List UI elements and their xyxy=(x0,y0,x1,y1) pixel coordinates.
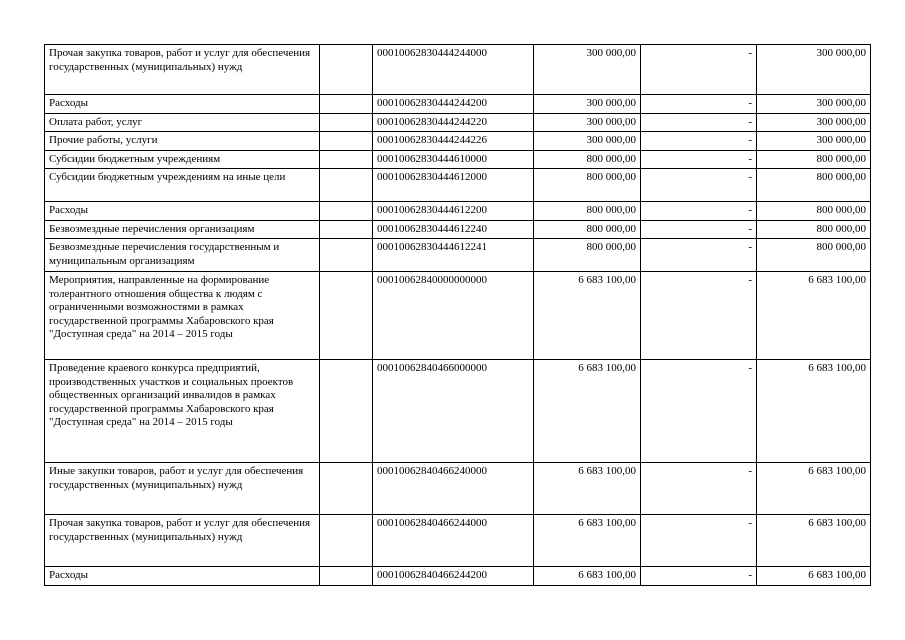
row-plan-cell: 6 683 100,00 xyxy=(534,360,641,463)
row-code-cell: 00010062830444244200 xyxy=(373,95,534,114)
row-blank-cell xyxy=(320,45,373,95)
row-blank-cell xyxy=(320,169,373,202)
row-code-cell: 00010062840000000000 xyxy=(373,272,534,360)
row-name-cell: Безвозмездные перечисления государственным и муниципальным организациям xyxy=(45,239,320,272)
row-rest-cell: 800 000,00 xyxy=(757,150,871,169)
row-rest-cell: 300 000,00 xyxy=(757,95,871,114)
row-exec-cell: - xyxy=(641,132,757,151)
row-code-cell: 00010062840466240000 xyxy=(373,463,534,515)
row-plan-cell: 6 683 100,00 xyxy=(534,272,641,360)
table-row xyxy=(45,220,871,239)
row-name-cell: Расходы xyxy=(45,202,320,221)
row-code-cell: 00010062830444612200 xyxy=(373,202,534,221)
row-name-cell: Оплата работ, услуг xyxy=(45,113,320,132)
row-exec-cell: - xyxy=(641,220,757,239)
row-name-cell: Иные закупки товаров, работ и услуг для обеспечения государственных (муниципальных) нужд xyxy=(45,463,320,515)
row-plan-cell: 6 683 100,00 xyxy=(534,567,641,586)
row-exec-cell: - xyxy=(641,239,757,272)
row-code-cell: 00010062830444612240 xyxy=(373,220,534,239)
budget-table-body xyxy=(45,45,871,586)
row-exec-cell: - xyxy=(641,45,757,95)
row-code-cell: 00010062840466244000 xyxy=(373,515,534,567)
row-exec-cell: - xyxy=(641,202,757,221)
table-row xyxy=(45,169,871,202)
row-blank-cell xyxy=(320,567,373,586)
row-rest-cell: 6 683 100,00 xyxy=(757,360,871,463)
row-rest-cell: 800 000,00 xyxy=(757,202,871,221)
row-name-cell: Субсидии бюджетным учреждениям на иные цели xyxy=(45,169,320,202)
row-exec-cell: - xyxy=(641,360,757,463)
row-blank-cell xyxy=(320,132,373,151)
table-row xyxy=(45,45,871,95)
row-rest-cell: 800 000,00 xyxy=(757,220,871,239)
row-plan-cell: 6 683 100,00 xyxy=(534,463,641,515)
table-row xyxy=(45,567,871,586)
row-name-cell: Прочая закупка товаров, работ и услуг для обеспечения государственных (муниципальных) нужд xyxy=(45,515,320,567)
row-exec-cell: - xyxy=(641,272,757,360)
row-blank-cell xyxy=(320,220,373,239)
row-blank-cell xyxy=(320,239,373,272)
row-exec-cell: - xyxy=(641,95,757,114)
row-exec-cell: - xyxy=(641,567,757,586)
table-row xyxy=(45,360,871,463)
row-blank-cell xyxy=(320,113,373,132)
row-name-cell: Мероприятия, направленные на формирование толерантного отношения общества к людям с ограниченными возможностями в рамках государственной программы Хабаровского края "Доступная среда" на 2014 – 2015 годы xyxy=(45,272,320,360)
row-rest-cell: 800 000,00 xyxy=(757,169,871,202)
row-blank-cell xyxy=(320,202,373,221)
row-blank-cell xyxy=(320,463,373,515)
table-row xyxy=(45,515,871,567)
row-plan-cell: 800 000,00 xyxy=(534,202,641,221)
row-plan-cell: 800 000,00 xyxy=(534,239,641,272)
row-plan-cell: 300 000,00 xyxy=(534,95,641,114)
row-rest-cell: 300 000,00 xyxy=(757,113,871,132)
budget-table xyxy=(44,44,871,586)
row-plan-cell: 300 000,00 xyxy=(534,132,641,151)
row-exec-cell: - xyxy=(641,169,757,202)
row-name-cell: Проведение краевого конкурса предприятий, производственных участков и социальных проектов общественных организаций инвалидов в рамках государственной программы Хабаровского края "Доступная среда" на 2014 – 2015 годы xyxy=(45,360,320,463)
row-name-cell: Расходы xyxy=(45,567,320,586)
row-name-cell: Прочие работы, услуги xyxy=(45,132,320,151)
table-row xyxy=(45,272,871,360)
row-code-cell: 00010062830444610000 xyxy=(373,150,534,169)
row-plan-cell: 800 000,00 xyxy=(534,220,641,239)
row-code-cell: 00010062830444612000 xyxy=(373,169,534,202)
row-plan-cell: 800 000,00 xyxy=(534,150,641,169)
row-plan-cell: 800 000,00 xyxy=(534,169,641,202)
row-code-cell: 00010062830444612241 xyxy=(373,239,534,272)
row-plan-cell: 300 000,00 xyxy=(534,113,641,132)
row-rest-cell: 300 000,00 xyxy=(757,132,871,151)
row-rest-cell: 6 683 100,00 xyxy=(757,515,871,567)
row-code-cell: 00010062840466244200 xyxy=(373,567,534,586)
row-name-cell: Безвозмездные перечисления организациям xyxy=(45,220,320,239)
row-name-cell: Прочая закупка товаров, работ и услуг для обеспечения государственных (муниципальных) нужд xyxy=(45,45,320,95)
row-code-cell: 00010062830444244220 xyxy=(373,113,534,132)
row-code-cell: 00010062830444244226 xyxy=(373,132,534,151)
row-rest-cell: 6 683 100,00 xyxy=(757,567,871,586)
row-rest-cell: 800 000,00 xyxy=(757,239,871,272)
table-row xyxy=(45,463,871,515)
row-exec-cell: - xyxy=(641,515,757,567)
row-code-cell: 00010062830444244000 xyxy=(373,45,534,95)
row-name-cell: Субсидии бюджетным учреждениям xyxy=(45,150,320,169)
table-row xyxy=(45,150,871,169)
row-blank-cell xyxy=(320,95,373,114)
row-name-cell: Расходы xyxy=(45,95,320,114)
row-exec-cell: - xyxy=(641,150,757,169)
row-blank-cell xyxy=(320,150,373,169)
row-plan-cell: 300 000,00 xyxy=(534,45,641,95)
row-rest-cell: 6 683 100,00 xyxy=(757,463,871,515)
table-row xyxy=(45,202,871,221)
row-exec-cell: - xyxy=(641,463,757,515)
table-row xyxy=(45,132,871,151)
row-rest-cell: 300 000,00 xyxy=(757,45,871,95)
row-code-cell: 00010062840466000000 xyxy=(373,360,534,463)
row-blank-cell xyxy=(320,360,373,463)
row-exec-cell: - xyxy=(641,113,757,132)
row-plan-cell: 6 683 100,00 xyxy=(534,515,641,567)
table-row xyxy=(45,239,871,272)
table-row xyxy=(45,113,871,132)
row-blank-cell xyxy=(320,272,373,360)
table-row xyxy=(45,95,871,114)
row-blank-cell xyxy=(320,515,373,567)
row-rest-cell: 6 683 100,00 xyxy=(757,272,871,360)
